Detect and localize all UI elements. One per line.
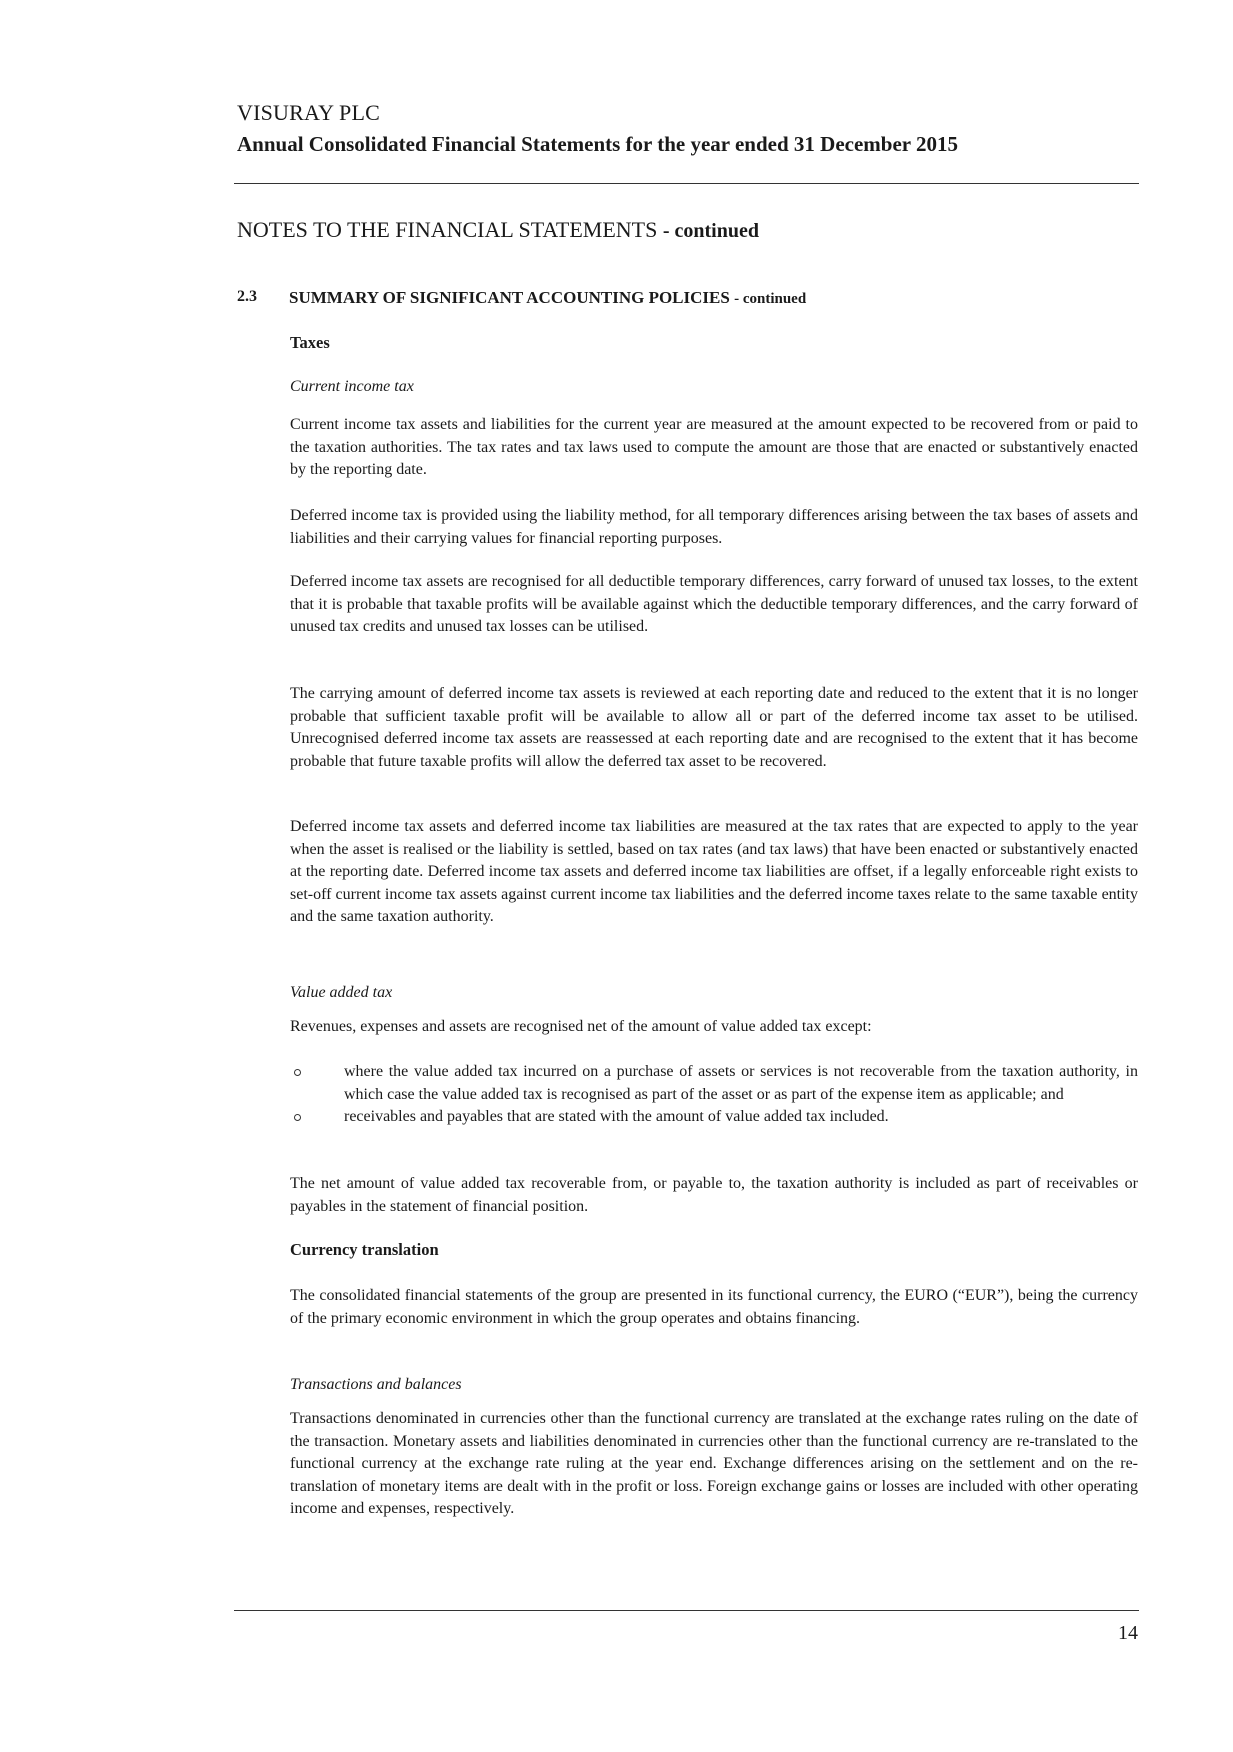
- vat-bullet-list: [290, 1061, 1138, 1129]
- list-item-text: receivables and payables that are stated with the amount of value added tax included.: [344, 1108, 889, 1125]
- section-number: 2.3: [237, 288, 257, 305]
- current-income-tax-heading: Current income tax: [290, 378, 414, 395]
- section-title: [289, 288, 1089, 308]
- bullet-icon: [294, 1069, 301, 1076]
- section-title-text: SUMMARY OF SIGNIFICANT ACCOUNTING POLICIES: [289, 288, 730, 307]
- paragraph-deferred-method: Deferred income tax is provided using the liability method, for all temporary differences arising between the tax bases of assets and liabilities and their carrying values for financial reporting purposes.: [290, 507, 1138, 547]
- paragraph-transactions-balances: Transactions denominated in currencies other than the functional currency are translated at the exchange rates ruling on the date of the transaction. Monetary assets and liabilities denominated in currencies other than the functional currency are re-translated to the functional currency at the exchange rate ruling at the year end. Exchange differences arising on the settlement and on the re-translation of monetary items are dealt with in the profit or loss. Foreign exchange gains or losses are included with other operating income and expenses, respectively.: [290, 1410, 1138, 1517]
- taxes-heading: Taxes: [290, 333, 330, 352]
- list-item-text: where the value added tax incurred on a purchase of assets or services is not recoverable from the taxation authority, in which case the value added tax is recognised as part of the asset or as part of the expense item as applicable; and: [344, 1063, 1138, 1103]
- list-item: [290, 1106, 1138, 1129]
- document-title: Annual Consolidated Financial Statements for the year ended 31 December 2015: [237, 132, 958, 156]
- transactions-balances-heading: Transactions and balances: [290, 1376, 462, 1393]
- paragraph-current-income-tax: Current income tax assets and liabilities for the current year are measured at the amount expected to be recovered from or paid to the taxation authorities. The tax rates and tax laws used to compute the amount are those that are enacted or substantively enacted by the reporting date.: [290, 416, 1138, 478]
- list-item: [290, 1061, 1138, 1106]
- notes-heading-continued: - continued: [662, 220, 759, 242]
- notes-heading-text: NOTES TO THE FINANCIAL STATEMENTS: [237, 217, 658, 242]
- vat-heading: Value added tax: [290, 984, 393, 1001]
- currency-translation-heading: Currency translation: [290, 1240, 439, 1259]
- section-title-continued: - continued: [734, 291, 807, 307]
- paragraph-currency-translation: The consolidated financial statements of the group are presented in its functional currency, the EURO (“EUR”), being the currency of the primary economic environment in which the group operates and obtains financing.: [290, 1287, 1138, 1327]
- page-number: 14: [1118, 1622, 1138, 1644]
- vat-closing: The net amount of value added tax recoverable from, or payable to, the taxation authority is included as part of receivables or payables in the statement of financial position.: [290, 1175, 1138, 1215]
- paragraph-deferred-assets: Deferred income tax assets are recognised for all deductible temporary differences, carry forward of unused tax losses, to the extent that it is probable that taxable profits will be available against which the deductible temporary differences, and the carry forward of unused tax credits and unused tax losses can be utilised.: [290, 573, 1138, 635]
- paragraph-deferred-measurement: Deferred income tax assets and deferred income tax liabilities are measured at the tax rates that are expected to apply to the year when the asset is realised or the liability is settled, based on tax rates (and tax laws) that have been enacted or substantively enacted at the reporting date. Deferred income tax assets and deferred income tax liabilities are offset, if a legally enforceable right exists to set-off current income tax assets against current income tax liabilities and the deferred income taxes relate to the same taxable entity and the same taxation authority.: [290, 818, 1138, 925]
- paragraph-carrying-amount: The carrying amount of deferred income tax assets is reviewed at each reporting date and reduced to the extent that it is no longer probable that sufficient taxable profit will be available to allow all or part of the deferred income tax asset to be utilised. Unrecognised deferred income tax assets are reassessed at each reporting date and are recognised to the extent that it has become probable that future taxable profits will allow the deferred tax asset to be recovered.: [290, 685, 1138, 770]
- company-name: VISURAY PLC: [237, 100, 380, 125]
- bullet-icon: [294, 1114, 301, 1121]
- vat-intro: Revenues, expenses and assets are recognised net of the amount of value added tax except:: [290, 1018, 872, 1035]
- footer-rule: [234, 1610, 1139, 1611]
- notes-heading: [237, 217, 1137, 243]
- header-rule: [234, 183, 1139, 184]
